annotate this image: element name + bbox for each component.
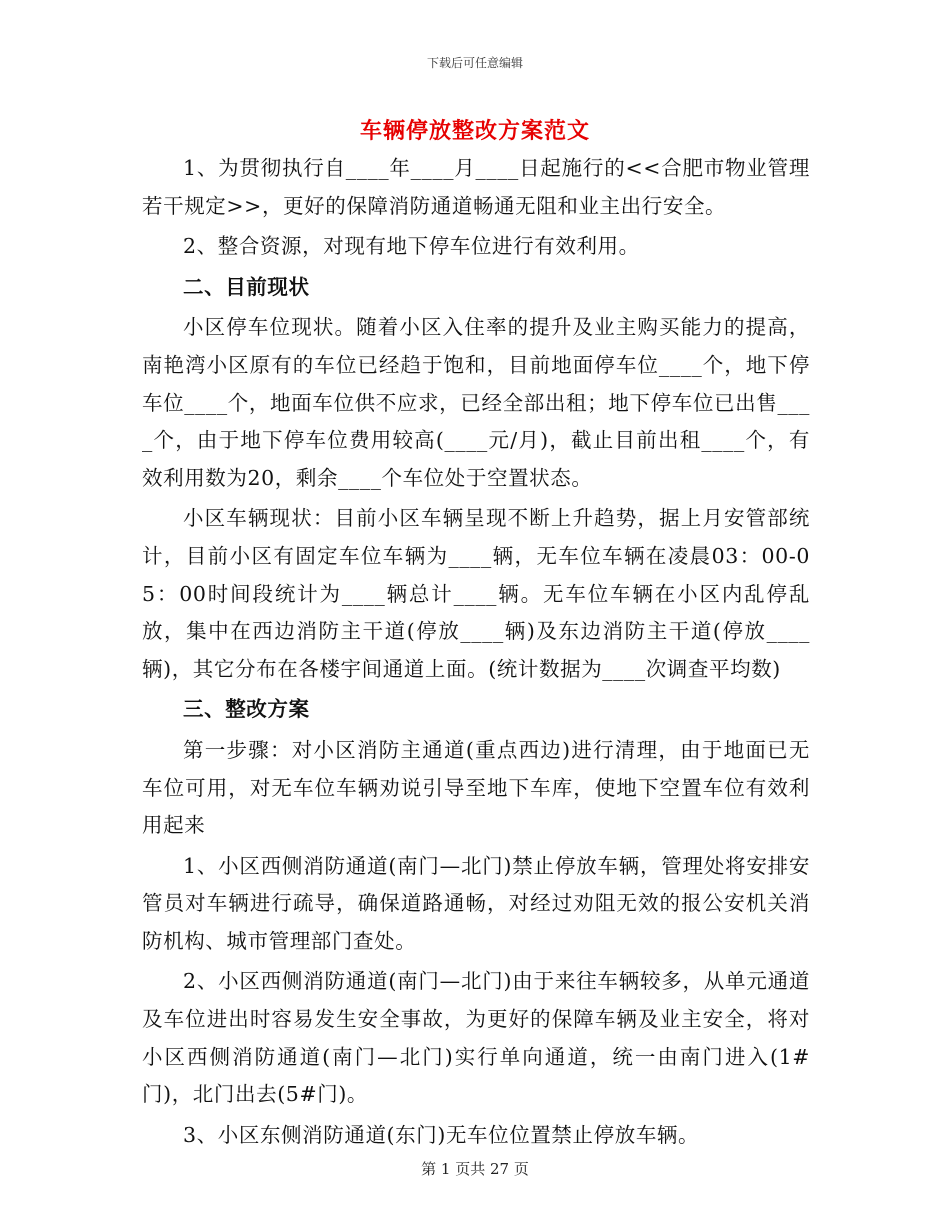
paragraph-item-1: 1、小区西侧消防通道(南门—北门)禁止停放车辆，管理处将安排安管员对车辆进行疏导，确保道路通畅，对经过劝阻无效的报公安机关消防机构、城市管理部门查处。 (142, 853, 810, 953)
paragraph-2: 2、整合资源，对现有地下停车位进行有效利用。 (183, 234, 640, 259)
header-note: 下载后可任意编辑 (426, 56, 523, 70)
section-heading-current-status: 二、目前现状 (183, 274, 310, 299)
paragraph-step-one: 第一步骤：对小区消防主通道(重点西边)进行清理，由于地面已无车位可用，对无车位车辆劝说引导至地下车库，使地下空置车位有效利用起来 (142, 737, 810, 838)
page-indicator: 第 1 页共 27 页 (421, 1160, 529, 1178)
document-body (142, 150, 810, 1154)
paragraph-vehicle-status: 小区车辆现状：目前小区车辆呈现不断上升趋势，据上月安管部统计，目前小区有固定车位车辆为____辆，无车位车辆在凌晨03：00-05：00时间段统计为____辆总计____辆。无车位车辆在小区内乱停乱放，集中在西边消防主干道(停放____辆)及东边消防主干道(停放____辆)，其它分布在各楼宇间通道上面。(统计数据为____次调查平均数) (142, 506, 810, 681)
document-title: 车辆停放整改方案范文 (359, 118, 590, 144)
paragraph-item-2: 2、小区西侧消防通道(南门—北门)由于来往车辆较多，从单元通道及车位进出时容易发生安全事故，为更好的保障车辆及业主安全，将对小区西侧消防通道(南门—北门)实行单向通道，统一由南门进入(1#门)，北门出去(5#门)。 (142, 969, 810, 1107)
section-heading-rectification-plan: 三、整改方案 (183, 697, 310, 722)
paragraph-item-3: 3、小区东侧消防通道(东门)无车位位置禁止停放车辆。 (183, 1122, 700, 1147)
paragraph-1: 1、为贯彻执行自____年____月____日起施行的<<合肥市物业管理若干规定>>，更好的保障消防通道畅通无阻和业主出行安全。 (142, 156, 810, 218)
paragraph-parking-status: 小区停车位现状。随着小区入住率的提升及业主购买能力的提高，南艳湾小区原有的车位已经趋于饱和，目前地面停车位____个，地下停车位____个，地面车位供不应求，已经全部出租；地下停车位已出售____个，由于地下停车位费用较高(____元/月)，截止目前出租____个，有效利用数为20，剩余____个车位处于空置状态。 (142, 315, 810, 490)
